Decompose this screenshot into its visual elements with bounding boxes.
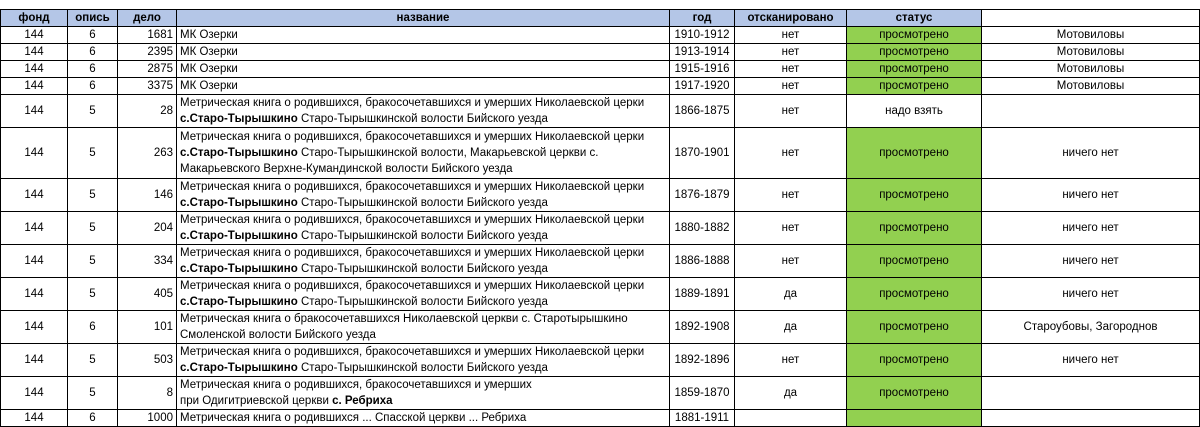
cell-year[interactable]: 1881-1911	[670, 410, 735, 427]
cell-title[interactable]	[177, 27, 670, 44]
cell-status[interactable]: просмотрено	[847, 278, 982, 311]
cell-year[interactable]: 1910-1912	[670, 27, 735, 44]
title-text: Старо-Тырышкинской волости Бийского уезда	[300, 230, 548, 242]
table-row	[1, 27, 1200, 44]
cell-opis[interactable]: 5	[68, 179, 118, 212]
cell-title[interactable]	[177, 179, 670, 212]
title-line	[180, 393, 666, 409]
cell-note[interactable]: Мотовиловы	[982, 61, 1200, 78]
cell-scanned[interactable]: нет	[735, 78, 847, 95]
cell-year[interactable]: 1892-1908	[670, 311, 735, 344]
table-body	[1, 27, 1200, 427]
title-text: с.Старо-Тырышкино	[180, 296, 298, 308]
header-fond[interactable]: фонд	[1, 10, 68, 27]
cell-status[interactable]: надо взять	[847, 95, 982, 128]
cell-scanned[interactable]: нет	[735, 245, 847, 278]
table-row	[1, 78, 1200, 95]
cell-title[interactable]	[177, 78, 670, 95]
cell-note[interactable]: Мотовиловы	[982, 78, 1200, 95]
cell-delo[interactable]: 263	[118, 128, 177, 179]
cell-fond[interactable]: 144	[1, 311, 68, 344]
title-text: Смоленской волости Бийского уезда	[180, 329, 376, 341]
title-line	[180, 344, 666, 360]
cell-status[interactable]: просмотрено	[847, 344, 982, 377]
title-text: Метрическая книга о родившихся, бракосочетавшихся и умерших Николаевской церки	[180, 247, 645, 259]
cell-scanned[interactable]: нет	[735, 212, 847, 245]
cell-note[interactable]: ничего нет	[982, 212, 1200, 245]
cell-status[interactable]: просмотрено	[847, 245, 982, 278]
cell-note[interactable]: ничего нет	[982, 179, 1200, 212]
cell-delo[interactable]: 1681	[118, 27, 177, 44]
cell-delo[interactable]: 405	[118, 278, 177, 311]
cell-scanned[interactable]: нет	[735, 95, 847, 128]
title-text: Метрическая книга о родившихся, бракосочетавшихся и умерших Николаевской церки	[180, 181, 645, 193]
cell-note[interactable]	[982, 95, 1200, 128]
title-text: Метрическая книга о родившихся, бракосочетавшихся и умерших Николаевской церки	[180, 280, 645, 292]
cell-status[interactable]: просмотрено	[847, 27, 982, 44]
title-text: Старо-Тырышкинской волости Бийского уезда	[300, 296, 548, 308]
cell-title[interactable]	[177, 212, 670, 245]
cell-year[interactable]: 1915-1916	[670, 61, 735, 78]
cell-status[interactable]: просмотрено	[847, 311, 982, 344]
cell-opis[interactable]: 5	[68, 344, 118, 377]
cell-title[interactable]	[177, 245, 670, 278]
title-text: Старо-Тырышкинской волости Бийского уезда	[300, 197, 548, 209]
title-text: Метрическая книга о родившихся, бракосочетавшихся и умерших	[180, 379, 532, 391]
title-line	[180, 145, 666, 161]
cell-note[interactable]: ничего нет	[982, 245, 1200, 278]
title-text: с.Старо-Тырышкино	[180, 197, 298, 209]
cell-delo[interactable]: 3375	[118, 78, 177, 95]
cell-fond[interactable]: 144	[1, 61, 68, 78]
title-line	[180, 111, 666, 127]
cell-delo[interactable]: 503	[118, 344, 177, 377]
title-text: с.Старо-Тырышкино	[180, 147, 298, 159]
title-text: Макарьевского Верхне-Кумандинской волости Бийского уезда	[180, 163, 513, 175]
title-line	[180, 78, 666, 94]
cell-year[interactable]: 1889-1891	[670, 278, 735, 311]
cell-year[interactable]: 1880-1882	[670, 212, 735, 245]
cell-opis[interactable]: 6	[68, 44, 118, 61]
cell-title[interactable]	[177, 311, 670, 344]
cell-delo[interactable]: 204	[118, 212, 177, 245]
cell-scanned[interactable]: нет	[735, 179, 847, 212]
cell-title[interactable]	[177, 344, 670, 377]
cell-opis[interactable]: 5	[68, 128, 118, 179]
title-text: с. Ребриха	[332, 395, 393, 407]
header-empty[interactable]	[982, 10, 1200, 27]
cell-scanned[interactable]	[735, 410, 847, 427]
cell-fond[interactable]: 144	[1, 27, 68, 44]
cell-scanned[interactable]: да	[735, 311, 847, 344]
table-row	[1, 95, 1200, 128]
cell-delo[interactable]: 146	[118, 179, 177, 212]
cell-opis[interactable]: 5	[68, 245, 118, 278]
table-row	[1, 44, 1200, 61]
cell-year[interactable]: 1917-1920	[670, 78, 735, 95]
cell-status[interactable]: просмотрено	[847, 128, 982, 179]
table-row	[1, 410, 1200, 427]
title-line	[180, 212, 666, 228]
cell-note[interactable]: Мотовиловы	[982, 44, 1200, 61]
cell-fond[interactable]: 144	[1, 95, 68, 128]
archive-table	[0, 9, 1200, 427]
cell-opis[interactable]: 6	[68, 311, 118, 344]
table-row	[1, 245, 1200, 278]
cell-scanned[interactable]: да	[735, 377, 847, 410]
title-line	[180, 161, 666, 177]
cell-year[interactable]: 1870-1901	[670, 128, 735, 179]
title-line	[180, 261, 666, 277]
title-line	[180, 377, 666, 393]
title-line	[180, 44, 666, 60]
header-opis[interactable]: опись	[68, 10, 118, 27]
title-line	[180, 129, 666, 145]
title-line	[180, 278, 666, 294]
title-line	[180, 61, 666, 77]
cell-status[interactable]: просмотрено	[847, 44, 982, 61]
cell-scanned[interactable]: нет	[735, 61, 847, 78]
title-text: Метрическая книга о родившихся, бракосочетавшихся и умерших Николаевской церки	[180, 131, 645, 143]
cell-year[interactable]: 1866-1875	[670, 95, 735, 128]
cell-scanned[interactable]: да	[735, 278, 847, 311]
title-line	[180, 179, 666, 195]
title-text: Метрическая книга о родившихся, бракосочетавшихся и умерших Николаевской церки	[180, 346, 645, 358]
header-delo[interactable]: дело	[118, 10, 177, 27]
title-text: Метрическая книга о родившихся, бракосочетавшихся и умерших Николаевской церки	[180, 214, 645, 226]
cell-opis[interactable]: 5	[68, 377, 118, 410]
header-year[interactable]: год	[670, 10, 735, 27]
title-line	[180, 360, 666, 376]
cell-note[interactable]: ничего нет	[982, 128, 1200, 179]
cell-year[interactable]: 1886-1888	[670, 245, 735, 278]
title-text: МК Озерки	[180, 80, 238, 92]
cell-delo[interactable]: 101	[118, 311, 177, 344]
title-line	[180, 294, 666, 310]
cell-status[interactable]: просмотрено	[847, 61, 982, 78]
title-text: Метрическая книга о родившихся, бракосочетавшихся и умерших Николаевской церки	[180, 97, 645, 109]
cell-scanned[interactable]: нет	[735, 344, 847, 377]
cell-note[interactable]: ничего нет	[982, 344, 1200, 377]
cell-delo[interactable]: 2395	[118, 44, 177, 61]
cell-opis[interactable]: 5	[68, 212, 118, 245]
cell-title[interactable]	[177, 44, 670, 61]
header-scanned[interactable]: отсканировано	[735, 10, 847, 27]
cell-delo[interactable]: 2875	[118, 61, 177, 78]
table-row	[1, 377, 1200, 410]
cell-delo[interactable]: 28	[118, 95, 177, 128]
cell-fond[interactable]: 144	[1, 179, 68, 212]
cell-fond[interactable]: 144	[1, 410, 68, 427]
title-line	[180, 245, 666, 261]
cell-title[interactable]	[177, 128, 670, 179]
title-text: Старо-Тырышкинской волости Бийского уезда	[300, 362, 548, 374]
header-status[interactable]: статус	[847, 10, 982, 27]
cell-year[interactable]: 1892-1896	[670, 344, 735, 377]
cell-fond[interactable]: 144	[1, 377, 68, 410]
table-row	[1, 61, 1200, 78]
cell-status[interactable]: просмотрено	[847, 179, 982, 212]
cell-delo[interactable]: 334	[118, 245, 177, 278]
title-text: МК Озерки	[180, 29, 238, 41]
cell-fond[interactable]: 144	[1, 344, 68, 377]
table-row	[1, 212, 1200, 245]
cell-scanned[interactable]: нет	[735, 128, 847, 179]
cell-fond[interactable]: 144	[1, 128, 68, 179]
cell-opis[interactable]: 6	[68, 78, 118, 95]
cell-note[interactable]	[982, 377, 1200, 410]
title-line	[180, 27, 666, 43]
cell-opis[interactable]: 5	[68, 95, 118, 128]
cell-status[interactable]: просмотрено	[847, 377, 982, 410]
cell-scanned[interactable]: нет	[735, 27, 847, 44]
cell-year[interactable]: 1859-1870	[670, 377, 735, 410]
cell-fond[interactable]: 144	[1, 212, 68, 245]
cell-status[interactable]: просмотрено	[847, 78, 982, 95]
title-line	[180, 195, 666, 211]
title-text: Старо-Тырышкинской волости, Макарьевской церкви с.	[300, 147, 599, 159]
title-text: Старо-Тырышкинской волости Бийского уезда	[300, 263, 548, 275]
cell-note[interactable]: Староубовы, Загороднов	[982, 311, 1200, 344]
cell-title[interactable]	[177, 95, 670, 128]
cell-year[interactable]: 1913-1914	[670, 44, 735, 61]
title-text: при Одигитриевской церкви	[180, 395, 333, 407]
cell-opis[interactable]: 6	[68, 27, 118, 44]
header-title[interactable]: название	[177, 10, 670, 27]
cell-delo[interactable]: 1000	[118, 410, 177, 427]
header-row	[1, 10, 1200, 27]
cell-status[interactable]	[847, 410, 982, 427]
cell-year[interactable]: 1876-1879	[670, 179, 735, 212]
title-line	[180, 410, 666, 426]
title-text: с.Старо-Тырышкино	[180, 263, 298, 275]
cell-opis[interactable]: 6	[68, 410, 118, 427]
title-text: с.Старо-Тырышкино	[180, 362, 298, 374]
cell-status[interactable]: просмотрено	[847, 212, 982, 245]
title-text: МК Озерки	[180, 46, 238, 58]
title-text: с.Старо-Тырышкино	[180, 230, 298, 242]
title-line	[180, 311, 666, 327]
table-row	[1, 179, 1200, 212]
title-text: Старо-Тырышкинской волости Бийского уезда	[300, 113, 548, 125]
table-row	[1, 311, 1200, 344]
cell-fond[interactable]: 144	[1, 278, 68, 311]
title-line	[180, 327, 666, 343]
title-text: Метрическая книга о бракосочетавшихся Николаевской церкви с. Старотырышкино	[180, 313, 628, 325]
cell-title[interactable]	[177, 278, 670, 311]
cell-title[interactable]	[177, 410, 670, 427]
cell-delo[interactable]: 8	[118, 377, 177, 410]
cell-fond[interactable]: 144	[1, 245, 68, 278]
cell-note[interactable]: Мотовиловы	[982, 27, 1200, 44]
cell-note[interactable]	[982, 410, 1200, 427]
cell-note[interactable]: ничего нет	[982, 278, 1200, 311]
cell-fond[interactable]: 144	[1, 44, 68, 61]
table-row	[1, 278, 1200, 311]
table-row	[1, 344, 1200, 377]
title-text: Метрическая книга о родившихся ... Спасской церкви ... Ребриха	[180, 412, 527, 424]
table-row	[1, 128, 1200, 179]
cell-title[interactable]	[177, 61, 670, 78]
cell-fond[interactable]: 144	[1, 78, 68, 95]
title-line	[180, 95, 666, 111]
title-text: с.Старо-Тырышкино	[180, 113, 298, 125]
title-line	[180, 228, 666, 244]
cell-title[interactable]	[177, 377, 670, 410]
cell-opis[interactable]: 5	[68, 278, 118, 311]
cell-scanned[interactable]: нет	[735, 44, 847, 61]
title-text: МК Озерки	[180, 63, 238, 75]
cell-opis[interactable]: 6	[68, 61, 118, 78]
